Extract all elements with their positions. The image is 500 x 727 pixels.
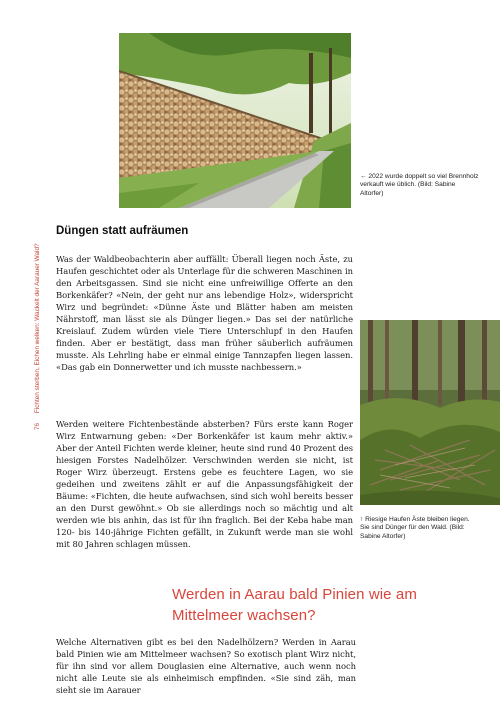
page-number: 76 <box>34 422 41 430</box>
running-title-text: Fichten sterben, Eichen welken: Wackelt der Aarauer Wald? <box>34 243 41 414</box>
woodpile-photo <box>119 33 351 208</box>
top-photo-caption: ← 2022 wurde doppelt so viel Brennholz verkauft wie üblich. (Bild: Sabine Altorfer) <box>360 173 479 197</box>
branch-pile-photo <box>360 320 500 505</box>
paragraph-1-text: Was der Waldbeobachterin aber auffällt: Überall liegen noch Äste, zu Haufen geschichtet oder als Unterlage für die schweren Maschinen in den Arbeitsgassen. Sind sie nicht eine unfreiwillige Offerte an den Borkenkäfer? «Nein, der geht nur ans lebendige Holz», widerspricht Wirz und begründet: «Dünne Äste und Blätter haben am meisten Nährstoff, man lässt sie als Dünger liegen.» Das sei der natürliche Kreislauf. Zudem würden viele Tiere Unterschlupf in den Haufen finden. Aber er bestätigt, dass man früher säuberlich aufräumen musste. Als Lehrling habe er einmal einige Tannzapfen liegen lassen. «Das gab ein Donnerwetter und ich musste nachbessern.» <box>56 254 353 372</box>
paragraph-2 <box>56 418 353 550</box>
paragraph-2-text: Werden weitere Fichtenbestände absterben? Fürs erste kann Roger Wirz Entwarnung geben: «Der Borkenkäfer ist kaum mehr aktiv.» Aber der Anteil Fichten werde kleiner, heute sind rund 40 Prozent des hiesigen Forstes Nadelhölzer. Verschwinden werden sie nicht, ist Roger Wirz überzeugt. Erstens gebe es feuchtere Lagen, wo sie gedeihen und zweitens zählt er auf die Anpassungsfähigkeit der Bäume: «Fichten, die heute aufwachsen, sind sich wohl bereits besser an den Durst gewöhnt.» Ob sie allerdings noch so mächtig und alt werden wie bis anhin, das ist für ihn fraglich. Bei der Keba habe man 120- bis 140-jährige Fichten gefällt, in Zukunft werde man sie wohl mit 80 Jahren schlagen müssen. <box>56 419 353 549</box>
paragraph-3-text: Welche Alternativen gibt es bei den Nadelhölzern? Werden in Aarau bald Pinien wie am Mittelmeer wachsen? So exotisch plant Wirz nicht, für ihn sind vor allem Douglasien eine Alternative, auch wenn noch nicht alle Leute sie als einheimisch empfinden. «Sie sind zäh, man sieht sie im Aarauer <box>56 637 356 695</box>
running-title <box>34 243 41 430</box>
paragraph-3 <box>56 636 356 696</box>
side-photo-caption: ↑ Riesige Haufen Äste bleiben liegen. Sie sind Dünger für den Wald. (Bild: Sabine Altorfer) <box>360 516 470 540</box>
section-subheading: Düngen statt aufräumen <box>56 225 189 237</box>
pull-headline: Werden in Aarau bald Pinien wie am Mittelmeer wachsen? <box>172 586 417 624</box>
paragraph-1 <box>56 253 353 373</box>
